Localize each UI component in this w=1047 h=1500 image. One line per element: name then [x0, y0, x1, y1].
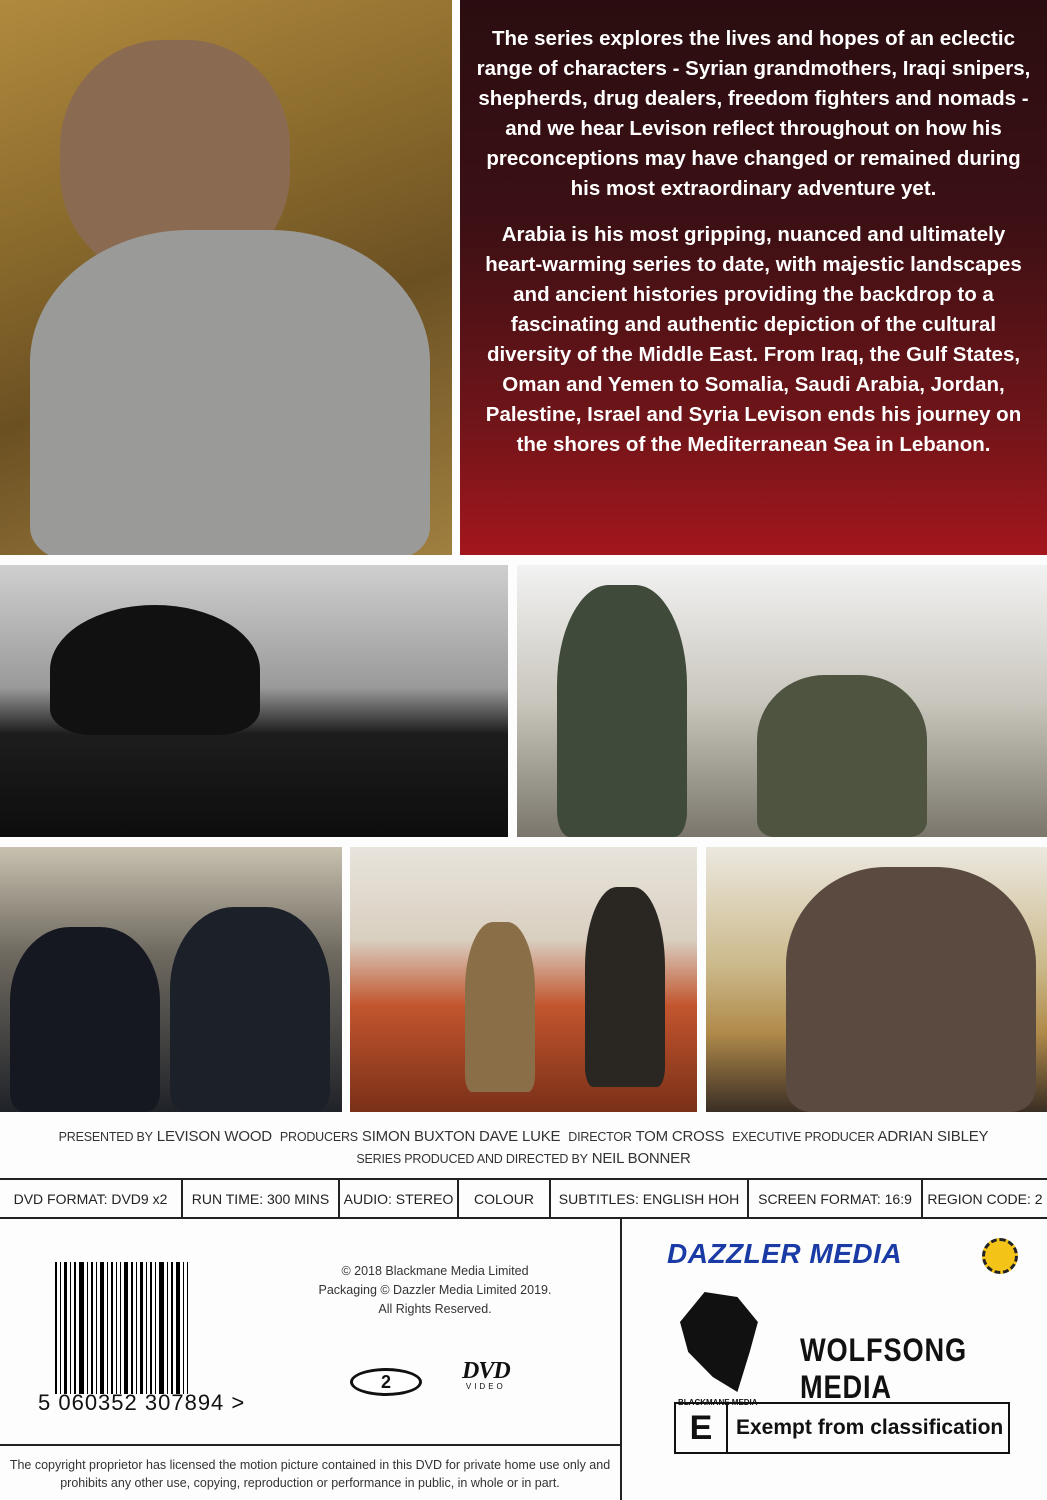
synopsis-paragraph-2: Arabia is his most gripping, nuanced and ultimately heart-warming series to date, with majestic landscapes and ancient histories providing the backdrop to a fascinating and authentic depiction of the cultural diversity of the Middle East. From Iraq, the Gulf States, Oman and Yemen to Somalia, Saudi Arabia, Jordan, Palestine, Israel and Syria Levison ends his journey on the shores of the Mediterranean Sea in Lebanon.	[485, 223, 1022, 456]
dvd-video-logo	[462, 1360, 510, 1391]
credit-value: SIMON BUXTON DAVE LUKE	[361, 1128, 561, 1145]
barcode-bar	[167, 1262, 168, 1394]
dvd-logo-sub: VIDEO	[465, 1382, 506, 1391]
barcode-bar	[131, 1262, 133, 1394]
barcode	[55, 1262, 255, 1394]
credit-label: EXECUTIVE PRODUCER	[732, 1130, 875, 1144]
barcode-bar	[107, 1262, 108, 1394]
sun-icon	[982, 1238, 1018, 1274]
spec-run-time: RUN TIME: 300 MINS	[183, 1180, 340, 1217]
barcode-bar	[136, 1262, 137, 1394]
spec-subtitles: SUBTITLES: ENGLISH HOH	[551, 1180, 749, 1217]
credits-block	[0, 1126, 1047, 1170]
person-shape	[170, 907, 330, 1112]
lion-icon	[680, 1292, 762, 1392]
barcode-bar	[124, 1262, 128, 1394]
credit-value: LEVISON WOOD	[156, 1128, 272, 1145]
barcode-bar	[120, 1262, 121, 1394]
barcode-bar	[100, 1262, 104, 1394]
photo-soldiers-ruins	[517, 565, 1047, 837]
person-shape	[585, 887, 665, 1087]
spec-region-code: REGION CODE: 2	[927, 1190, 1043, 1207]
blackmane-media-logo: BLACKMANE MEDIA	[678, 1398, 758, 1407]
spec-table	[0, 1178, 1047, 1219]
camel-shape	[50, 605, 260, 735]
credit-label: SERIES PRODUCED AND DIRECTED BY	[356, 1152, 588, 1166]
photo-street-conversation	[0, 847, 342, 1112]
barcode-bar	[159, 1262, 164, 1394]
region-2-globe-icon: 2	[350, 1368, 422, 1396]
spec-audio: AUDIO: STEREO	[340, 1180, 459, 1217]
credit-label: PRESENTED BY	[58, 1130, 153, 1144]
synopsis-paragraph-1: The series explores the lives and hopes of an eclectic range of characters - Syrian grandmothers, Iraqi snipers, shepherds, drug dealers, freedom fighters and nomads - and we hear Levison reflect throughout on how his preconceptions may have changed or remained during his most extraordinary adventure yet.	[476, 27, 1031, 200]
barcode-bar	[116, 1262, 117, 1394]
credit-label: DIRECTOR	[568, 1130, 632, 1144]
barcode-bar	[79, 1262, 84, 1394]
spec-dvd-format: DVD FORMAT: DVD9 x2	[0, 1180, 183, 1217]
barcode-bar	[146, 1262, 147, 1394]
person-shape	[10, 927, 160, 1112]
credit-value: ADRIAN SIBLEY	[877, 1128, 989, 1145]
barcode-bar	[96, 1262, 97, 1394]
spec-screen-format: SCREEN FORMAT: 16:9	[749, 1180, 923, 1217]
copyright-notice	[270, 1262, 600, 1319]
divider	[620, 1219, 622, 1500]
barcode-bar	[55, 1262, 57, 1394]
copyright-line: © 2018 Blackmane Media Limited	[341, 1264, 529, 1278]
divider	[0, 1444, 620, 1446]
synopsis-panel	[460, 0, 1047, 555]
barcode-bar	[155, 1262, 156, 1394]
barcode-bar	[150, 1262, 152, 1394]
barcode-bar	[176, 1262, 180, 1394]
dazzler-media-logo: DAZZLER MEDIA	[667, 1238, 903, 1269]
legal-notice: The copyright proprietor has licensed the motion picture contained in this DVD for private home use only and prohibits any other use, copying, reproduction or performance in public, in whole or in part.	[9, 1458, 611, 1490]
copyright-line: Packaging © Dazzler Media Limited 2019.	[318, 1283, 552, 1297]
presenter-body	[30, 230, 430, 555]
spec-colour: COLOUR	[459, 1180, 551, 1217]
credit-label: PRODUCERS	[279, 1130, 358, 1144]
presenter-shape	[786, 867, 1036, 1112]
soldiers-group	[757, 675, 927, 837]
hero-photo-presenter	[0, 0, 452, 555]
photo-presenter-field	[706, 847, 1047, 1112]
dvd-logo-text: DVD	[462, 1358, 510, 1384]
barcode-bar	[70, 1262, 71, 1394]
barcode-bar	[187, 1262, 188, 1394]
barcode-bar	[111, 1262, 113, 1394]
credit-value: NEIL BONNER	[591, 1150, 691, 1167]
rating-text: Exempt from classification	[736, 1416, 1004, 1439]
wolfsong-media-logo: WOLFSONG MEDIA	[800, 1332, 967, 1405]
photo-desert-rocks	[350, 847, 697, 1112]
person-shape	[465, 922, 535, 1092]
credit-value: TOM CROSS	[635, 1128, 725, 1145]
barcode-bar	[140, 1262, 143, 1394]
copyright-line: All Rights Reserved.	[378, 1302, 492, 1316]
soldier-shape	[557, 585, 687, 837]
barcode-bar	[183, 1262, 184, 1394]
barcode-bar	[171, 1262, 173, 1394]
rating-letter: E	[676, 1404, 728, 1452]
classification-badge	[674, 1402, 1010, 1454]
barcode-bar	[87, 1262, 88, 1394]
barcode-bar	[60, 1262, 61, 1394]
photo-camel-silhouette	[0, 565, 508, 837]
barcode-number: 5 060352 307894 >	[38, 1390, 246, 1415]
barcode-bar	[64, 1262, 67, 1394]
barcode-bar	[74, 1262, 76, 1394]
barcode-bar	[91, 1262, 93, 1394]
